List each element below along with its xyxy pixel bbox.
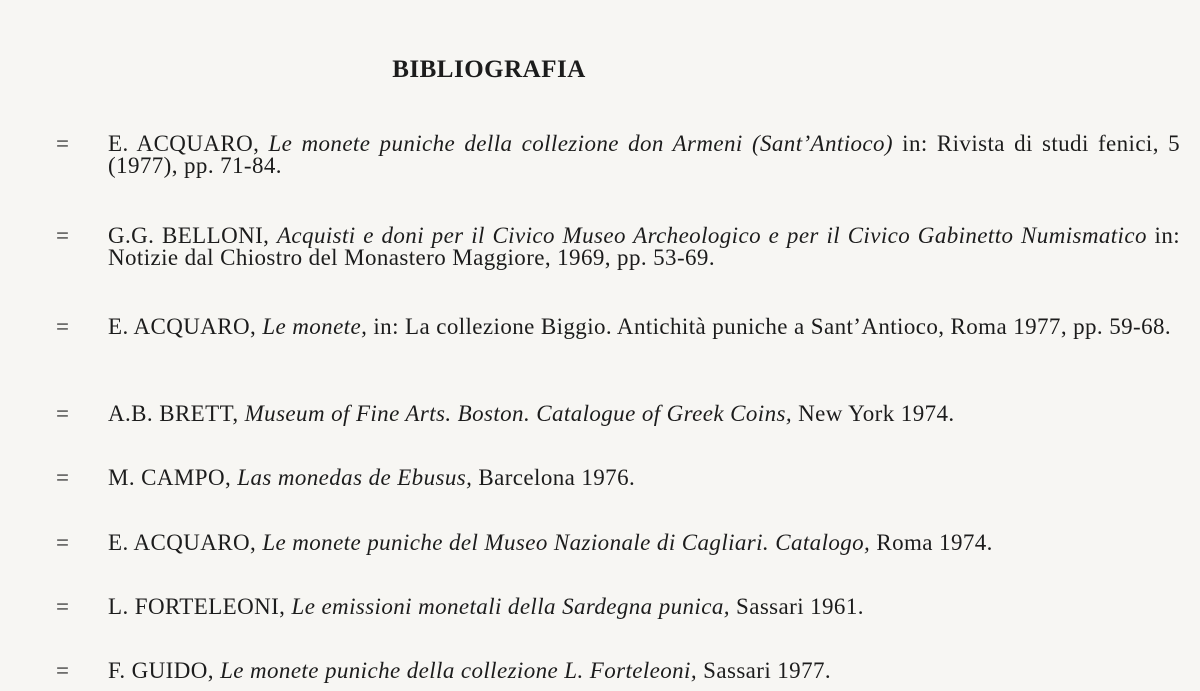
entry-work-title: Le monete puniche della collezione L. Forteleoni, [220,658,698,683]
bibliography-entry [56,133,1180,177]
entry-publication: New York 1974. [792,401,955,426]
entry-work-title: Le monete, [262,314,368,339]
entry-work-title: Le emissioni monetali della Sardegna punica, [291,594,730,619]
entry-text [108,467,1180,489]
entry-text [108,532,1180,554]
entry-work-title: Las monedas de Ebusus, [237,465,473,490]
entry-publication: Sassari 1961. [729,594,864,619]
entry-publication: Barcelona 1976. [472,465,636,490]
entry-work-title: Le monete puniche del Museo Nazionale di Cagliari. Catalogo, [262,530,871,555]
entry-marker: = [56,530,69,555]
entry-work-title: Le monete puniche della collezione don Armeni (Sant’Antioco) [268,131,893,156]
bibliography-entry [56,532,1180,554]
entry-text [108,596,1180,618]
bibliography-entry [56,403,1180,425]
entry-publication: in: Notizie dal Chiostro del Monastero Maggiore, 1969, pp. 53-69. [108,223,1181,270]
entry-author: A.B. BRETT, [108,401,245,426]
entry-publication: Roma 1974. [870,530,993,555]
entry-marker: = [56,223,69,248]
entry-text [108,403,1180,425]
entry-author: M. CAMPO, [108,465,238,490]
entry-text [108,316,1180,338]
entry-marker: = [56,401,69,426]
entry-work-title: Acquisti e doni per il Civico Museo Archeologico e per il Civico Gabinetto Numismatico [276,223,1147,248]
entry-author: E. ACQUARO, [108,530,263,555]
entry-publication: in: Rivista di studi fenici, 5 (1977), pp. 71-84. [108,131,1181,178]
entry-author: E. ACQUARO, [108,131,269,156]
bibliography-entry [56,467,1180,489]
page-title: BIBLIOGRAFIA [392,56,586,83]
entry-marker: = [56,658,69,683]
entry-text [108,225,1180,269]
entry-publication: in: La collezione Biggio. Antichità puniche a Sant’Antioco, Roma 1977, pp. 59-68. [367,314,1172,339]
entry-text [108,133,1180,177]
entry-work-title: Museum of Fine Arts. Boston. Catalogue of Greek Coins, [244,401,792,426]
entry-text [108,660,1180,682]
entry-marker: = [56,465,69,490]
entry-marker: = [56,314,69,339]
bibliography-entry [56,225,1180,269]
bibliography-entry [56,660,1180,682]
entry-publication: Sassari 1977. [697,658,832,683]
entry-author: L. FORTELEONI, [108,594,292,619]
entry-author: G.G. BELLONI, [108,223,277,248]
entry-marker: = [56,131,69,156]
bibliography-entry [56,316,1180,338]
entry-author: F. GUIDO, [108,658,221,683]
entry-author: E. ACQUARO, [108,314,263,339]
entry-marker: = [56,594,69,619]
bibliography-entry [56,596,1180,618]
